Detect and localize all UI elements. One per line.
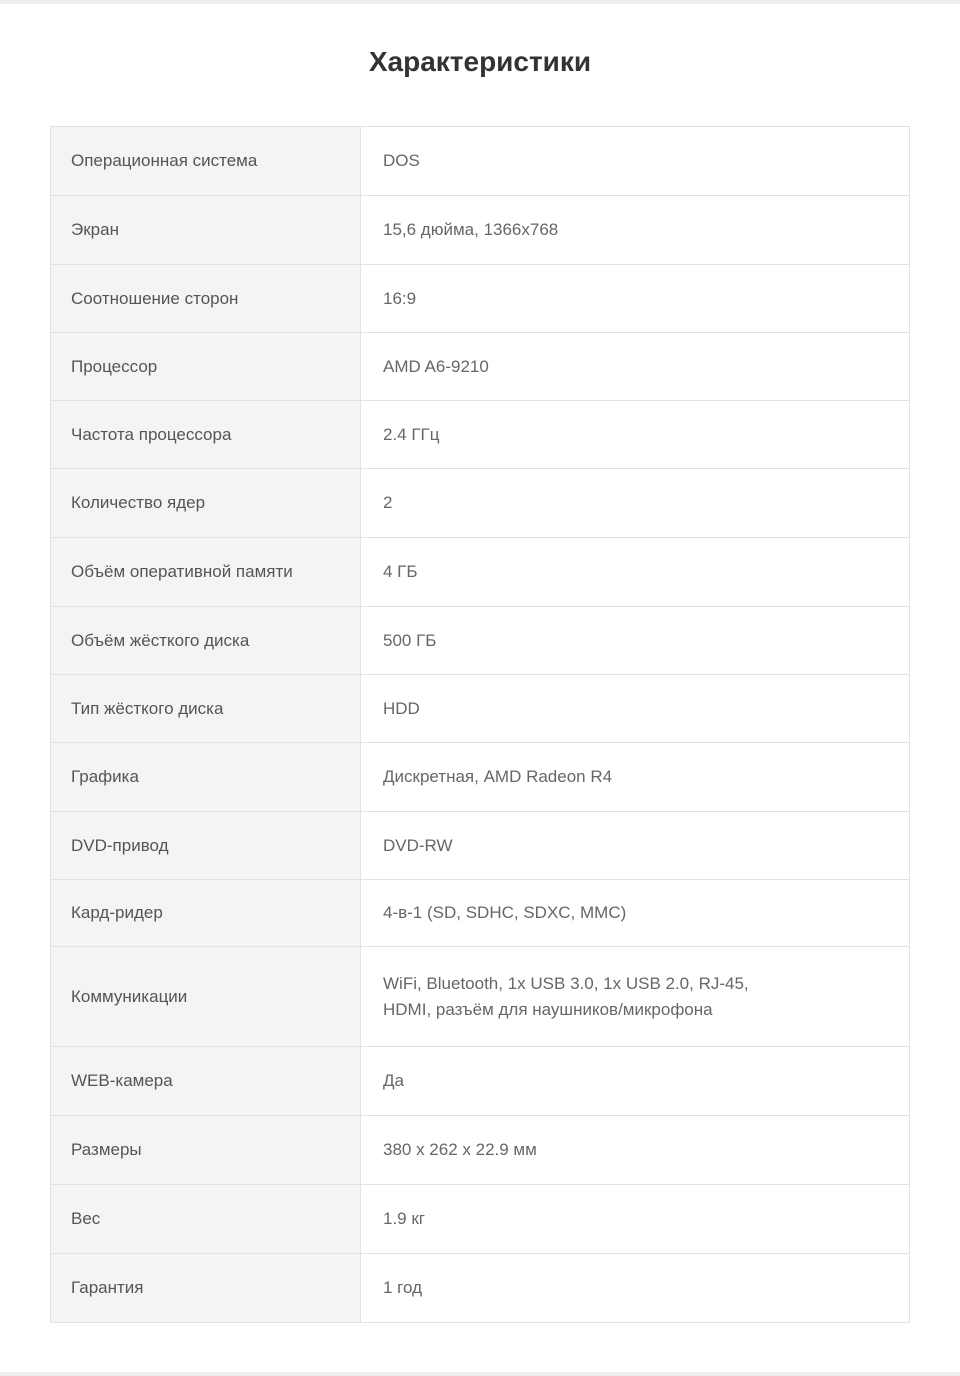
spec-label: Вес	[51, 1185, 361, 1254]
spec-row	[51, 265, 910, 333]
spec-value-line: 2	[383, 493, 393, 512]
spec-row	[51, 743, 910, 812]
spec-row	[51, 401, 910, 469]
spec-label: Экран	[51, 196, 361, 265]
spec-row	[51, 333, 910, 401]
spec-value	[361, 333, 910, 401]
spec-value	[361, 469, 910, 538]
spec-value	[361, 743, 910, 812]
spec-label: Размеры	[51, 1116, 361, 1185]
spec-value	[361, 1254, 910, 1323]
spec-value-line: 4-в-1 (SD, SDHC, SDXC, MMC)	[383, 903, 627, 922]
spec-value	[361, 127, 910, 196]
spec-label: Кард-ридер	[51, 880, 361, 947]
spec-value-line: Дискретная, AMD Radeon R4	[383, 767, 613, 786]
spec-label: Количество ядер	[51, 469, 361, 538]
spec-value	[361, 607, 910, 675]
spec-value	[361, 1047, 910, 1116]
spec-value-line: HDD	[383, 698, 420, 718]
spec-label: DVD-привод	[51, 812, 361, 880]
spec-label: Процессор	[51, 333, 361, 401]
spec-value-line: 4 ГБ	[383, 562, 418, 581]
spec-value	[361, 538, 910, 607]
page-title: Характеристики	[368, 46, 592, 77]
spec-value	[361, 401, 910, 469]
spec-row	[51, 1116, 910, 1185]
spec-label: Коммуникации	[51, 947, 361, 1047]
spec-row	[51, 196, 910, 265]
spec-value-line: WiFi, Bluetooth, 1x USB 3.0, 1x USB 2.0, RJ-45,	[383, 973, 749, 993]
spec-row	[51, 880, 910, 947]
spec-label: Соотношение сторон	[51, 265, 361, 333]
spec-row	[51, 947, 910, 1047]
bottom-divider-band	[0, 1372, 960, 1376]
spec-value-line: 15,6 дюйма, 1366x768	[383, 220, 559, 239]
spec-row	[51, 1254, 910, 1323]
spec-value	[361, 880, 910, 947]
spec-value-line: DOS	[383, 151, 420, 170]
spec-row	[51, 607, 910, 675]
spec-value	[361, 812, 910, 880]
spec-label: Гарантия	[51, 1254, 361, 1323]
spec-value	[361, 1185, 910, 1254]
spec-value	[361, 265, 910, 333]
spec-label: Графика	[51, 743, 361, 812]
spec-row	[51, 538, 910, 607]
spec-value-line: Да	[383, 1071, 404, 1090]
spec-row	[51, 469, 910, 538]
spec-value	[361, 1116, 910, 1185]
spec-value-line: 380 x 262 x 22.9 мм	[383, 1140, 537, 1159]
spec-row	[51, 675, 910, 743]
spec-value-line: 16:9	[383, 288, 417, 308]
spec-label: Операционная система	[51, 127, 361, 196]
spec-value-line: 1 год	[383, 1278, 423, 1297]
spec-label: WEB-камера	[51, 1047, 361, 1116]
spec-label: Частота процессора	[51, 401, 361, 469]
spec-row	[51, 812, 910, 880]
spec-label: Тип жёсткого диска	[51, 675, 361, 743]
top-divider-band	[0, 0, 960, 4]
spec-value-line: AMD A6-9210	[383, 356, 489, 376]
spec-value	[361, 947, 910, 1047]
spec-value	[361, 675, 910, 743]
spec-row	[51, 1047, 910, 1116]
spec-value	[361, 196, 910, 265]
spec-row	[51, 127, 910, 196]
spec-value-line: DVD-RW	[383, 835, 453, 855]
spec-value-line: HDMI, разъём для наушников/микрофона	[383, 999, 713, 1019]
spec-table	[50, 126, 910, 1323]
spec-value-line: 2.4 ГГц	[383, 424, 440, 444]
spec-label: Объём оперативной памяти	[51, 538, 361, 607]
spec-table-body	[51, 127, 910, 1323]
spec-label: Объём жёсткого диска	[51, 607, 361, 675]
spec-value-line: 500 ГБ	[383, 630, 437, 650]
spec-value-line: 1.9 кг	[383, 1209, 425, 1228]
spec-row	[51, 1185, 910, 1254]
